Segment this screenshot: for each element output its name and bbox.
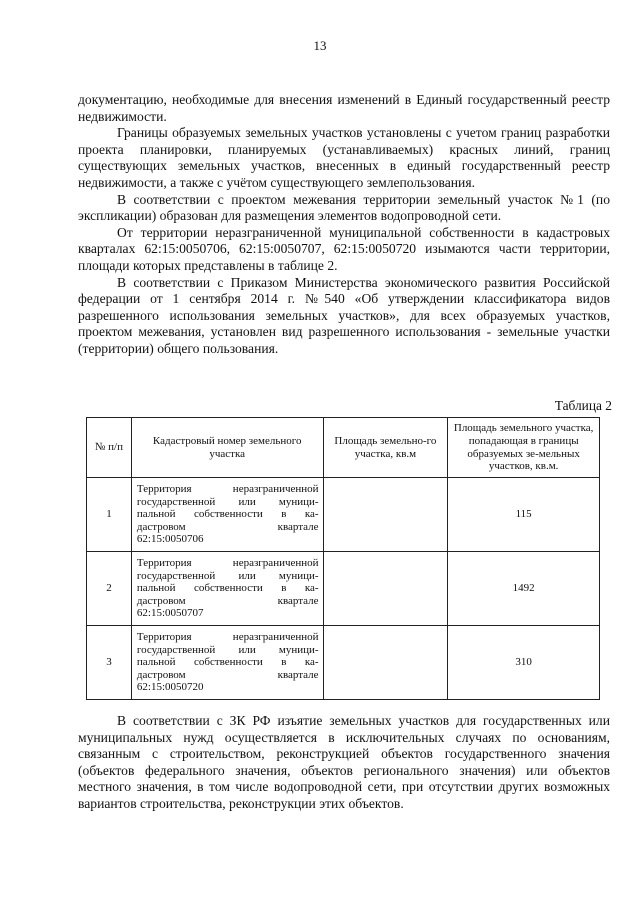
row-area-in-bounds: 310: [448, 626, 600, 700]
row-area: [323, 552, 448, 626]
row-cadastral: [131, 478, 323, 552]
body-text-bottom: [78, 713, 610, 813]
cadastral-line: Территория неразграниченной: [136, 557, 319, 570]
row-num: 3: [87, 626, 132, 700]
cadastral-line: Территория неразграниченной: [136, 483, 319, 496]
header-cadastral: Кадастровый номер земельного участка: [131, 418, 323, 478]
cadastral-line: пальной собственности в ка-: [136, 508, 319, 521]
cadastral-line: Территория неразграниченной: [136, 631, 319, 644]
paragraph: В соответствии с проектом межевания территории земельный участок №1 (по экспликации) образован для размещения элементов водопроводной сети.: [78, 191, 610, 224]
header-area: Площадь земельно-го участка, кв.м: [323, 418, 448, 478]
row-area: [323, 626, 448, 700]
cadastral-line: дастровом квартале: [136, 668, 319, 681]
paragraph: документацию, необходимые для внесения изменений в Единый государственный реестр недвижимости.: [78, 92, 610, 124]
cadastral-line: государственной или муници-: [136, 495, 319, 508]
table-caption: Таблица 2: [554, 398, 612, 413]
table-row: [87, 626, 600, 700]
header-area-in-bounds: Площадь земельного участка, попадающая в границы образуемых зе-мельных участков, кв.м.: [448, 418, 600, 478]
page-number: 13: [313, 38, 327, 53]
cadastral-line: пальной собственности в ка-: [136, 656, 319, 669]
table-row: [87, 478, 600, 552]
cadastral-line: дастровом квартале: [136, 520, 319, 533]
cadastral-line: 62:15:0050720: [136, 681, 204, 694]
paragraph: От территории неразграниченной муниципальной собственности в кадастровых кварталах 62:15:0050706, 62:15:0050707, 62:15:0050720 изымаются части территории, площади которых представлены в таблице 2.: [78, 224, 610, 273]
cadastral-line: дастровом квартале: [136, 594, 319, 607]
paragraph: В соответствии с Приказом Министерства экономического развития Российской федерации от 1 сентября 2014 г. №540 «Об утверждении классификатора видов разрешенного использования земельных участков», для всех образуемых участков, проектом межевания, установлен вид разрешенного использования - земельные участки (территории) общего пользования.: [78, 274, 610, 356]
cadastral-line: государственной или муници-: [136, 643, 319, 656]
header-num: № п/п: [87, 418, 132, 478]
row-num: 1: [87, 478, 132, 552]
row-area: [323, 478, 448, 552]
cadastral-line: 62:15:0050707: [136, 607, 204, 620]
row-num: 2: [87, 552, 132, 626]
row-area-in-bounds: 115: [448, 478, 600, 552]
table-row: [87, 552, 600, 626]
paragraph: В соответствии с ЗК РФ изъятие земельных участков для государственных или муниципальных нужд осуществляется в исключительных случаях по основаниям, связанным с строительством, реконструкцией объектов государственного значения (объектов федерального значения, объектов регионального значения) или объектов местного значения, в том числе водопроводной сети, при отсутствии других возможных вариантов строительства, реконструкции этих объектов.: [78, 713, 610, 811]
row-area-in-bounds: 1492: [448, 552, 600, 626]
land-plots-table: [86, 417, 600, 700]
cadastral-line: государственной или муници-: [136, 569, 319, 582]
body-text-top: [78, 92, 610, 358]
cadastral-line: пальной собственности в ка-: [136, 582, 319, 595]
cadastral-line: 62:15:0050706: [136, 533, 204, 546]
table-header-row: [87, 418, 600, 478]
row-cadastral: [131, 552, 323, 626]
paragraph: Границы образуемых земельных участков установлены с учетом границ разработки проекта планировки, планируемых (устанавливаемых) красных линий, границ существующих земельных участков, внесенных в единый государственный реестр недвижимости, а также с учётом существующего землепользования.: [78, 125, 610, 190]
row-cadastral: [131, 626, 323, 700]
